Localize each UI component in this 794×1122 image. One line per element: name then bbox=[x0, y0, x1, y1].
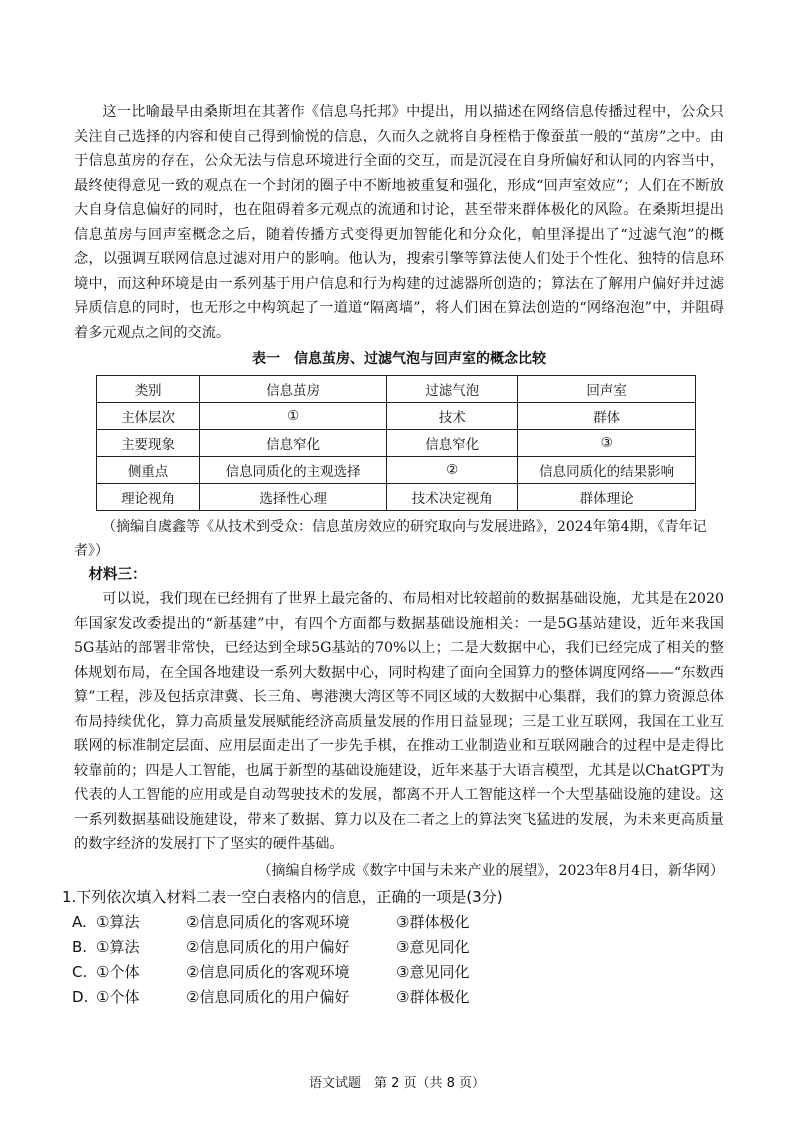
table-header-cell: 信息茧房 bbox=[200, 376, 387, 403]
comparison-table bbox=[96, 375, 696, 511]
option-part-1: ①算法 bbox=[96, 937, 140, 956]
table-header-cell: 回声室 bbox=[518, 376, 696, 403]
table-cell: 主要现象 bbox=[97, 430, 200, 457]
table-row bbox=[97, 457, 696, 484]
page-footer: 语文试题 第 2 页（共 8 页） bbox=[308, 1076, 486, 1091]
table-cell: 信息同质化的结果影响 bbox=[518, 457, 696, 484]
material2-paragraph: 这一比喻最早由桑斯坦在其著作《信息乌托邦》中提出，用以描述在网络信息传播过程中，公众只关注自己选择的内容和使自己得到愉悦的信息，久而久之就将自身桎梏于像蚕茧一般的“茧房”之中。由于信息茧房的存在，公众无法与信息环境进行全面的交互，而是沉浸在自身所偏好和认同的内容当中，最终使得意见一致的观点在一个封闭的圈子中不断地被重复和强化，形成“回声室效应”；人们在不断放大自身信息偏好的同时，也在阻碍着多元观点的流通和讨论，甚至带来群体极化的风险。在桑斯坦提出信息茧房与回声室概念之后，随着传播方式变得更加智能化和分众化，帕里泽提出了“过滤气泡”的概念，以强调互联网信息过滤对用户的影响。他认为，搜索引擎等算法使人们处于个性化、独特的信息环境中，而这种环境是由一系列基于用户信息和行为构建的过滤器所创造的；算法在了解用户偏好并过滤异质信息的同时，也无形之中构筑起了一道道“隔离墙”，将人们困在算法创造的“网络泡泡”中，并阻碍着多元观点之间的交流。 bbox=[74, 104, 724, 341]
option-part-2: ②信息同质化的用户偏好 bbox=[186, 937, 350, 956]
option-part-1: ①个体 bbox=[96, 987, 140, 1006]
table-cell: 信息窄化 bbox=[200, 430, 387, 457]
material3-heading: 材料三： bbox=[88, 566, 147, 583]
option-label: C. bbox=[72, 962, 88, 981]
option-part-2: ②信息同质化的用户偏好 bbox=[186, 987, 350, 1006]
option-part-1: ①算法 bbox=[96, 912, 140, 931]
table-cell: 群体 bbox=[518, 403, 696, 430]
table-row bbox=[97, 484, 696, 511]
table-header-row bbox=[97, 376, 696, 403]
table-header-cell: 类别 bbox=[97, 376, 200, 403]
material2-source: （摘编自虞鑫等《从技术到受众：信息茧房效应的研究取向与发展进路》，2024年第4期，《青年记者》） bbox=[74, 519, 707, 559]
table-row bbox=[97, 403, 696, 430]
question-stem: 1.下列依次填入材料二表一空白表格内的信息，正确的一项是(3分) bbox=[62, 887, 503, 906]
option-label: B. bbox=[72, 937, 88, 956]
table-cell: 信息窄化 bbox=[387, 430, 518, 457]
table-cell: ② bbox=[387, 457, 518, 484]
table-row bbox=[97, 430, 696, 457]
table-cell: 理论视角 bbox=[97, 484, 200, 511]
option-part-2: ②信息同质化的客观环境 bbox=[186, 912, 350, 931]
option-b[interactable] bbox=[72, 935, 724, 960]
table-title: 表一 信息茧房、过滤气泡与回声室的概念比较 bbox=[252, 351, 546, 367]
option-d[interactable] bbox=[72, 985, 724, 1010]
option-c[interactable] bbox=[72, 960, 724, 985]
option-label: D. bbox=[72, 987, 89, 1006]
table-cell: ③ bbox=[518, 430, 696, 457]
material3-paragraph: 可以说，我们现在已经拥有了世界上最完备的、布局相对比较超前的数据基础设施，尤其是在2020年国家发改委提出的“新基建”中，有四个方面都与数据基础设施相关：一是5G基站建设，近年来我国5G基站的部署非常快，已经达到全球5G基站的70%以上；二是大数据中心，我们已经完成了相关的整体规划布局，在全国各地建设一系列大数据中心，同时构建了面向全国算力的整体调度网络——“东数西算”工程，涉及包括京津冀、长三角、粤港澳大湾区等不同区域的大数据中心集群，我们的算力资源总体布局持续优化，算力高质量发展赋能经济高质量发展的作用日益显现；三是工业互联网，我国在工业互联网的标准制定层面、应用层面走出了一步先手棋，在推动工业制造业和互联网融合的过程中是走得比较靠前的；四是人工智能，也属于新型的基础设施建设，近年来基于大语言模型，尤其是以ChatGPT为代表的人工智能的应用或是自动驾驶技术的发展，都离不开人工智能这样一个大型基础设施的建设。这一系列数据基础设施建设，带来了数据、算力以及在二者之上的算法突飞猛进的发展，为未来更高质量的数字经济的发展打下了坚实的硬件基础。 bbox=[74, 591, 724, 852]
material3-source: （摘编自杨学成《数字中国与未来产业的展望》，2023年8月4日，新华网） bbox=[257, 862, 724, 879]
option-part-1: ①个体 bbox=[96, 962, 140, 981]
option-label: A. bbox=[72, 912, 87, 931]
table-cell: 主体层次 bbox=[97, 403, 200, 430]
table-cell: ① bbox=[200, 403, 387, 430]
option-a[interactable] bbox=[72, 910, 724, 935]
option-part-3: ③意见同化 bbox=[396, 962, 470, 981]
question-options bbox=[72, 910, 724, 1010]
page-content bbox=[62, 100, 724, 1010]
table-cell: 技术 bbox=[387, 403, 518, 430]
option-part-3: ③群体极化 bbox=[396, 912, 470, 931]
table-cell: 侧重点 bbox=[97, 457, 200, 484]
option-part-3: ③群体极化 bbox=[396, 987, 470, 1006]
table-header-cell: 过滤气泡 bbox=[387, 376, 518, 403]
option-part-2: ②信息同质化的客观环境 bbox=[186, 962, 350, 981]
option-part-3: ③意见同化 bbox=[396, 937, 470, 956]
table-cell: 信息同质化的主观选择 bbox=[200, 457, 387, 484]
table-cell: 群体理论 bbox=[518, 484, 696, 511]
table-cell: 选择性心理 bbox=[200, 484, 387, 511]
table-cell: 技术决定视角 bbox=[387, 484, 518, 511]
